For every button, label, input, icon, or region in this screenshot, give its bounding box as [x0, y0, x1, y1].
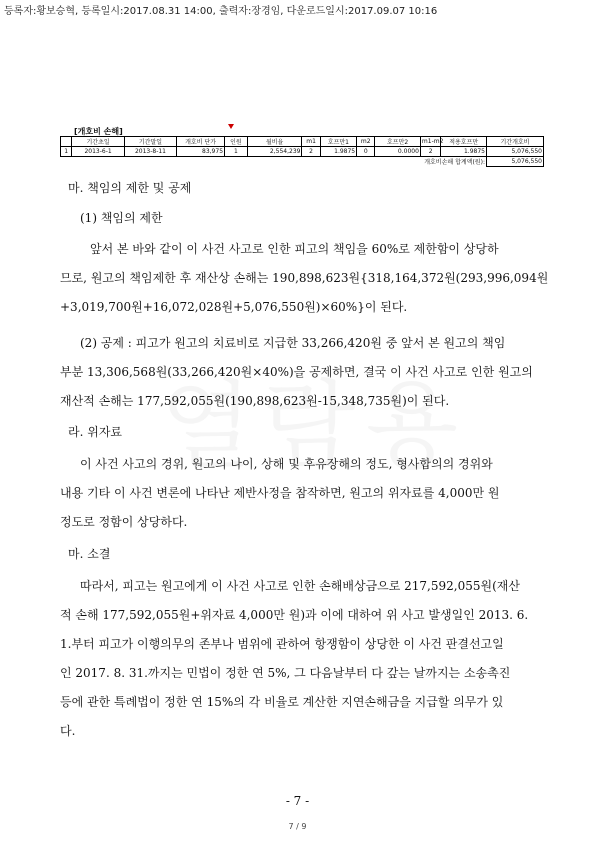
- table-cell: 1: [225, 147, 248, 157]
- paragraph-line: 인 2017. 8. 31.까지는 민법이 정한 연 5%, 그 다음날부터 다 갚는 날까지는 소송촉진: [60, 666, 511, 680]
- paragraph-line: 따라서, 피고는 원고에게 이 사건 사고로 인한 손해배상금으로 217,592,055원(재산: [80, 579, 520, 593]
- section-heading-ma2: 마. 소결: [68, 547, 111, 561]
- table-cell: 2013-8-11: [124, 147, 176, 157]
- table-row: [61, 147, 544, 157]
- header-cell: 기간말일: [124, 137, 176, 147]
- paragraph-line: 등에 관한 특례법이 정한 연 15%의 각 비율로 계산한 지연손해금을 지급할 의무가 있: [60, 695, 504, 709]
- table-caption: [개호비 손해]: [74, 127, 123, 136]
- table-cell: 1.9875: [441, 147, 487, 157]
- header-cell: m2: [357, 137, 375, 147]
- paragraph-line: 1.부터 피고가 이행의무의 존부나 범위에 관하여 항쟁함이 상당한 이 사건 판결선고일: [60, 637, 504, 651]
- paragraph-line: 다.: [60, 724, 76, 738]
- paragraph-line: 부분 13,306,568원(33,266,420원×40%)을 공제하면, 결국 이 사건 사고로 인한 원고의: [60, 365, 533, 379]
- table-cell: 83,975: [177, 147, 225, 157]
- header-cell: 월비율: [247, 137, 302, 147]
- header-cell: 인원: [225, 137, 248, 147]
- paragraph-line: (2) 공제 : 피고가 원고의 치료비로 지급한 33,266,420원 중 앞서 본 원고의 책임: [80, 336, 506, 350]
- header-cell: [61, 137, 72, 147]
- header-cell: 호프만2: [375, 137, 421, 147]
- header-cell: 호프만1: [320, 137, 356, 147]
- total-label: 개호비손해 합계액(원):: [357, 157, 487, 167]
- blank-cell: [61, 157, 357, 167]
- header-cell: m1: [302, 137, 320, 147]
- header-cell: 개호비 단가: [177, 137, 225, 147]
- comment-marker-icon: [228, 124, 234, 129]
- section-heading-ra: 라. 위자료: [68, 425, 122, 439]
- paragraph-line: 앞서 본 바와 같이 이 사건 사고로 인한 피고의 책임을 60%로 제한함이 상당하: [90, 242, 499, 256]
- header-cell: m1-m2: [421, 138, 444, 145]
- page-count: 7 / 9: [288, 822, 307, 831]
- table-cell: 2,554,239: [247, 147, 302, 157]
- paragraph-line: 재산적 손해는 177,592,055원(190,898,623원-15,348,735원)이 된다.: [60, 394, 450, 408]
- table-cell: 2013-6-1: [72, 147, 124, 157]
- table-cell: 1.9875: [320, 147, 356, 157]
- nursing-cost-table: [60, 136, 544, 167]
- table-total-row: [61, 157, 544, 167]
- table-cell: 2: [302, 147, 320, 157]
- section-heading-ma: 마. 책임의 제한 및 공제: [68, 181, 192, 195]
- paragraph-line: 적 손해 177,592,055원+위자료 4,000만 원)과 이에 대하여 위 사고 발생일인 2013. 6.: [60, 608, 529, 622]
- header-cell: 적용호프만: [441, 137, 487, 147]
- header-cell: 기간개호비: [486, 137, 543, 147]
- table-cell: 2: [420, 147, 441, 157]
- paragraph-line: +3,019,700원+16,072,028원+5,076,550원)×60%}이 된다.: [60, 300, 408, 314]
- page-number: - 7 -: [285, 794, 310, 808]
- table-cell: 0: [357, 147, 375, 157]
- table-cell: 1: [61, 147, 72, 157]
- paragraph-line: 내용 기타 이 사건 변론에 나타난 제반사정을 참작하면, 원고의 위자료를 4,000만 원: [60, 486, 500, 500]
- paragraph-line: 이 사건 사고의 경위, 원고의 나이, 상해 및 후유장해의 정도, 형사합의의 경위와: [80, 457, 493, 471]
- table-cell: 5,076,550: [486, 147, 543, 157]
- paragraph-line: 정도로 정함이 상당하다.: [60, 515, 188, 529]
- document-header-info: 등록자:황보승혁, 등록일시:2017.08.31 14:00, 출력자:장경임, 다운로드일시:2017.09.07 10:16: [4, 6, 438, 17]
- header-cell: 기간초일: [72, 137, 124, 147]
- subsection-heading-limit: (1) 책임의 제한: [80, 211, 163, 225]
- table-cell: 0.0000: [375, 147, 421, 157]
- paragraph-line: 므로, 원고의 책임제한 후 재산상 손해는 190,898,623원{318,164,372원(293,996,094원: [60, 271, 549, 285]
- total-value: 5,076,550: [486, 157, 543, 167]
- table-header-row: [61, 137, 544, 147]
